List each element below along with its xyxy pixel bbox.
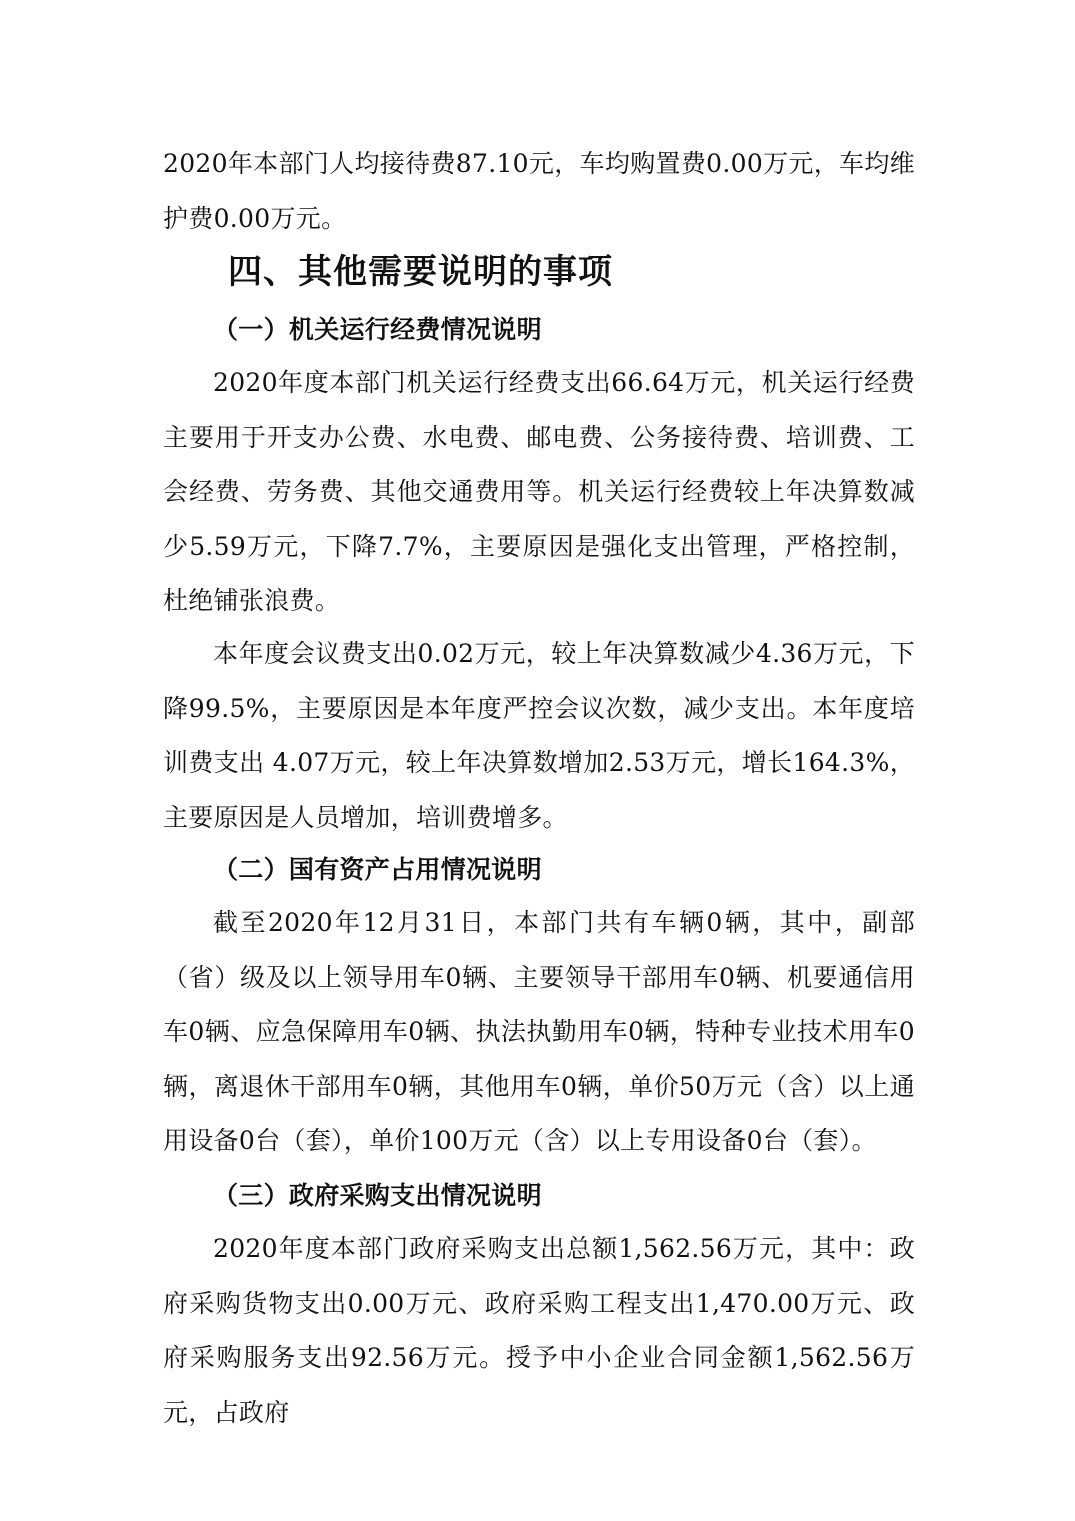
subsection-three-paragraph: 2020年度本部门政府采购支出总额1,562.56万元，其中：政府采购货物支出0.00万元、政府采购工程支出1,470.00万元、政府采购服务支出92.56万元。授予中小企业合同金额1,562.56万元，占政府 bbox=[163, 1234, 915, 1427]
intro-paragraph: 2020年本部门人均接待费87.10元，车均购置费0.00万元，车均维护费0.00万元。 bbox=[163, 149, 915, 233]
subsection-two-paragraph: 截至2020年12月31日，本部门共有车辆0辆，其中，副部（省）级及以上领导用车0辆、主要领导干部用车0辆、机要通信用车0辆、应急保障用车0辆、执法执勤用车0辆，特种专业技术用车0辆，离退休干部用车0辆，其他用车0辆，单价50万元（含）以上通用设备0台（套），单价100万元（含）以上专用设备0台（套）。 bbox=[163, 908, 915, 1155]
subsection-one-paragraph-a: 2020年度本部门机关运行经费支出66.64万元，机关运行经费主要用于开支办公费、水电费、邮电费、公务接待费、培训费、工会经费、劳务费、其他交通费用等。机关运行经费较上年决算数减少5.59万元，下降7.7%，主要原因是强化支出管理，严格控制，杜绝铺张浪费。 bbox=[163, 368, 915, 615]
subsection-one-title: （一）机关运行经费情况说明 bbox=[213, 315, 542, 344]
subsection-three-title: （三）政府采购支出情况说明 bbox=[213, 1181, 542, 1210]
subsection-two-title: （二）国有资产占用情况说明 bbox=[213, 855, 542, 884]
section-four-title: 四、其他需要说明的事项 bbox=[228, 252, 613, 292]
subsection-one-paragraph-b: 本年度会议费支出0.02万元，较上年决算数减少4.36万元，下降99.5%，主要原因是本年度严控会议次数，减少支出。本年度培训费支出 4.07万元，较上年决算数增加2.53万元，增长164.3%，主要原因是人员增加，培训费增多。 bbox=[163, 639, 915, 832]
